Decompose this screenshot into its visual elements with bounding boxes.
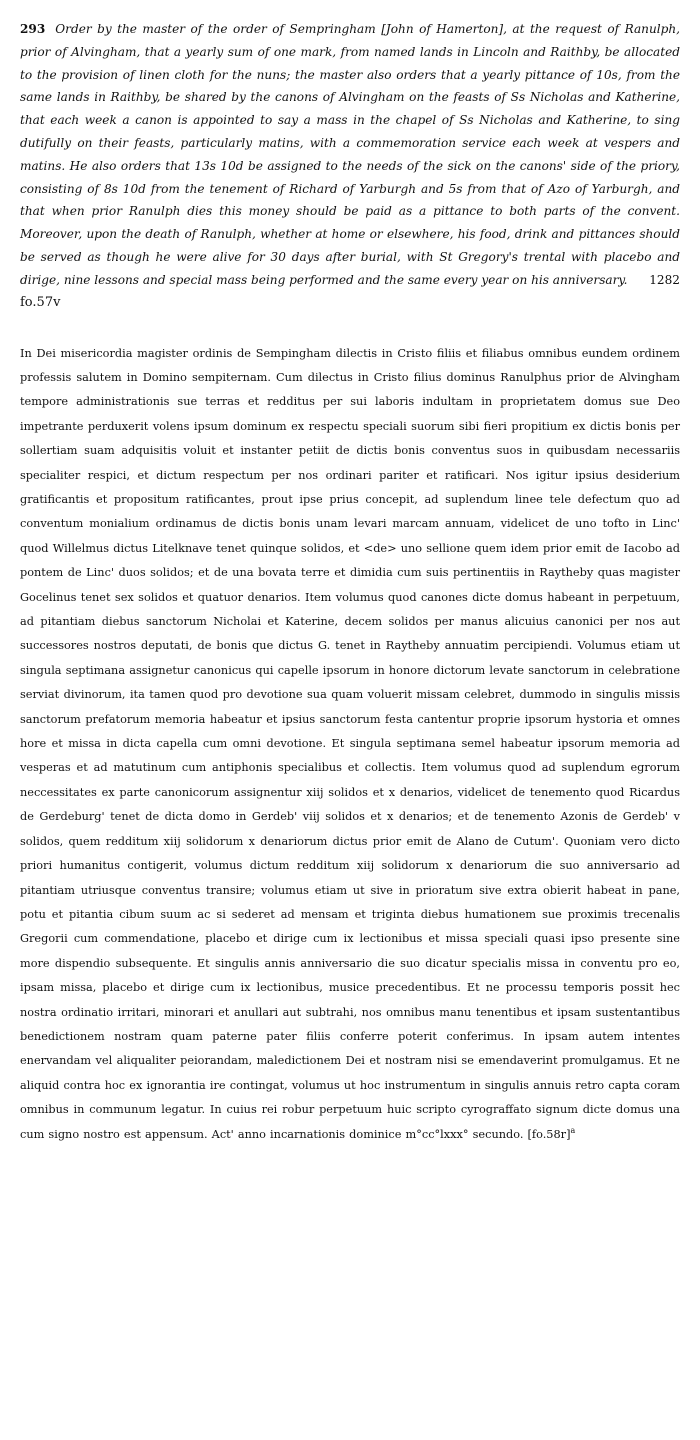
document-page [20, 18, 680, 1147]
document-date: 1282 [649, 272, 680, 287]
document-number: 293 [20, 22, 46, 36]
folio-reference: fo.57v [20, 294, 61, 310]
summary-text: Order by the master of the order of Sempringham [John of Hamerton], at the request of Ranulph, prior of Alvingham, that a yearly sum of one mark, from named lands in Lincoln and Raithby, be allocated to the provision of linen cloth for the nuns; the master also orders that a yearly pittance of 10s, from the same lands in Raithby, be shared by the canons of Alvingham on the feasts of Ss Nicholas and Katherine, that each week a canon is appointed to say a mass in the chapel of Ss Nicholas and Katherine, to sing dutifully on their feasts, particularly matins, with a commemoration service each week at vespers and matins. He also orders that 13s 10d be assigned to the needs of the sick on the canons' side of the priory, consisting of 8s 10d from the tenement of Richard of Yarburgh and 5s from that of Azo of Yarburgh, and that when prior Ranulph dies this money should be paid as a pittance to both parts of the convent. Moreover, upon the death of Ranulph, whether at home or elsewhere, his food, drink and pittances should be served as though he were alive for 30 days after burial, with St Gregory's trental with placebo and dirige, nine lessons and special mass being performed and the same every year on his anniversary. [20, 22, 680, 287]
document-summary [20, 18, 680, 292]
latin-transcription [20, 342, 680, 1147]
latin-body: In Dei misericordia magister ordinis de Sempingham dilectis in Cristo filiis et filiabus omnibus eundem ordinem professis salutem in Domino sempiternam. Cum dilectus in Cristo filius dominus Ranulphus prior de Alvingham tempore administrationis sue terras et redditus per sui laboris indultam in proprietatem domus sue Deo impetrante perduxerit volens ipsum dominum ex respectu speciali suorum sibi fieri propitium ex dictis bonis per sollertiam suam adquisitis voluit et instanter petiit de dictis bonis conventus suos in quibusdam necessariis specialiter respici, et dictum respectum per nos ordinari pariter et ratificari. Nos igitur ipsius desiderium gratificantis et propositum ratificantes, prout ipse prius concepit, ad suplendum linee tele defectum quo ad conventum monialium ordinamus de dictis bonis unam levari marcam annuam, videlicet de uno tofto in Linc' quod Willelmus dictus Litelknave tenet quinque solidos, et <de> uno sellione quem idem prior emit de Iacobo ad pontem de Linc' duos solidos; et de una bovata terre et dimidia cum suis pertinentiis in Raytheby quas magister Gocelinus tenet sex solidos et quatuor denarios. Item volumus quod canones dicte domus habeant in perpetuum, ad pitantiam diebus sanctorum Nicholai et Katerine, decem solidos per manus alicuius canonici per nos aut successores nostros deputati, de bonis que dictus G. tenet in Raytheby annuatim percipiendi. Volumus etiam ut singula septimana assignetur canonicus qui capelle ipsorum in honore dictorum levate sanctorum in celebratione serviat divinorum, ita tamen quod pro devotione sua quam voluerit missam celebret, dummodo in singulis missis sanctorum prefatorum memoria habeatur et ipsius sanctorum festa cantentur proprie ipsorum hystoria et omnes hore et missa in dicta capella cum omni devotione. Et singula septimana semel habeatur ipsorum memoria ad vesperas et ad matutinum cum antiphonis specialibus et collectis. Item volumus quod ad suplendum egrorum neccessitates ex parte canonicorum assignentur xiij solidos et x denarios, videlicet de tenemento quod Ricardus de Gerdeburg' tenet de dicta domo in Gerdeb' viij solidos et x denarios; et de tenemento Azonis de Gerdeb' v solidos, quem redditum xiij solidorum x denariorum dictus prior emit de Alano de Cutum'. Quoniam vero dicto priori humanitus contigerit, volumus dictum redditum xiij solidorum x denariorum die suo anniversario ad pitantiam utriusque conventus transire; volumus etiam ut sive in prioratum sive extra obierit habeat in pane, potu et pitantia cibum suum ac si sederet ad mensam et triginta diebus humationem sue proximis trecenalis Gregorii cum commendatione, placebo et dirige cum ix lectionibus et missa speciali quasi ipso presente sine more dispendio subsequente. Et singulis annis anniversario die suo dicatur specialis missa in conventu pro eo, ipsam missa, placebo et dirige cum ix lectionibus, musice precedentibus. Et ne processu temporis possit hec nostra ordinatio irritari, minorari et anullari aut subtrahi, nos omnibus manu tenentibus et ipsam sustentantibus benedictionem nostram quam paterne pater filiis conferre poterit conferimus. In ipsam autem intentes enervandam vel aliqualiter peiorandam, maledictionem Dei et nostram nisi se emendaverint promulgamus. Et ne aliquid contra hoc ex ignorantia ire contingat, volumus ut hoc instrumentum in singulis annuis retro capta coram omnibus in communum legatur. In cuius rei robur perpetuum huic scripto cyrograffato signum dicte domus una cum signo nostro est appensum. Act' anno incarnationis dominice m°cc°lxxx° secundo. [20, 346, 680, 1141]
end-folio-label: [fo.58r] [527, 1127, 571, 1141]
end-folio-reference [527, 1125, 576, 1141]
footnote-marker: a [570, 1125, 576, 1135]
